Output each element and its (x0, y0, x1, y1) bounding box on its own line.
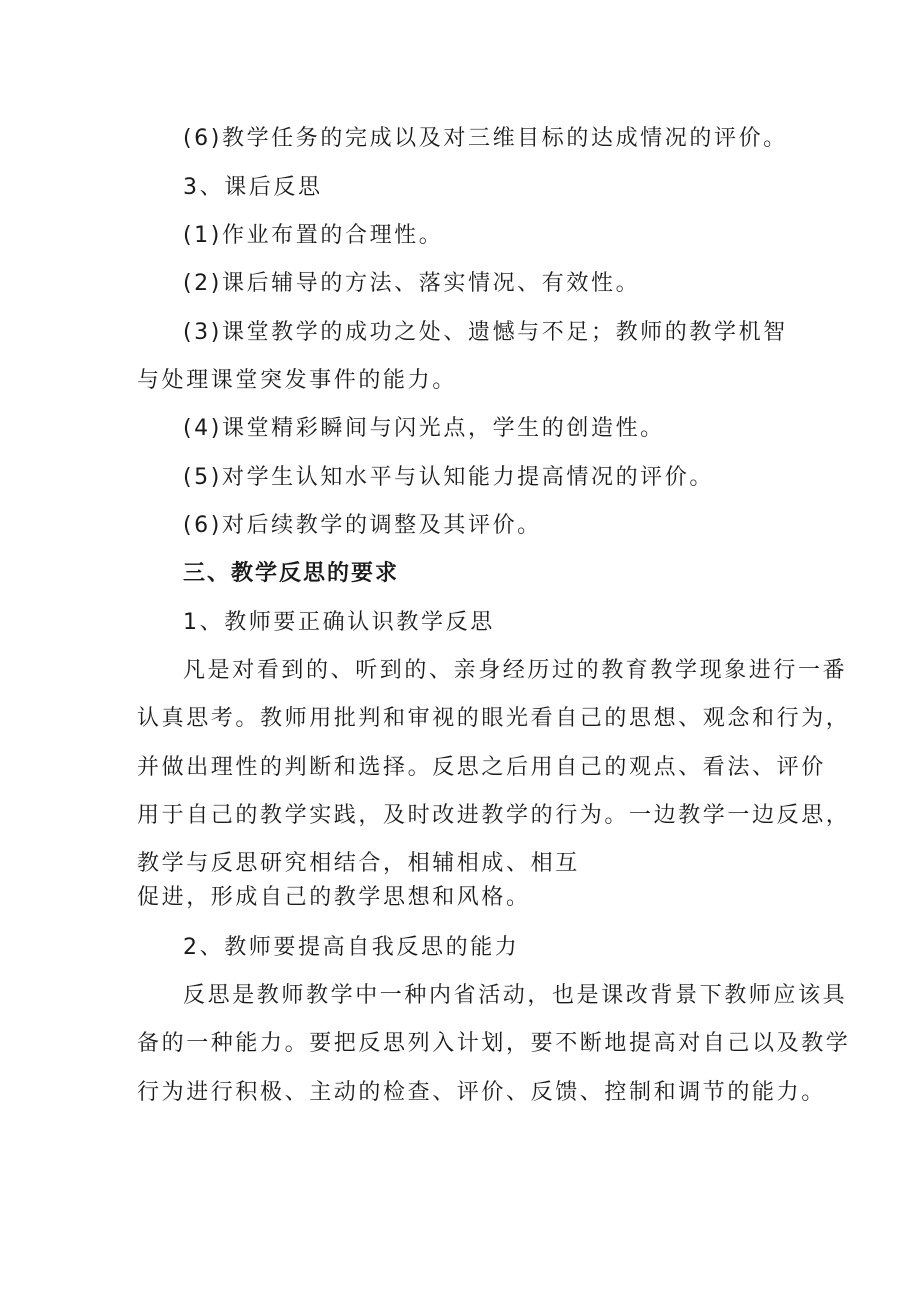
list-item-2: (2)课后辅导的方法、落实情况、有效性。 (183, 271, 641, 296)
paragraph-line: 反思是教师教学中一种内省活动，也是课改背景下教师应该具 (183, 983, 848, 1008)
list-item-1: (1)作业布置的合理性。 (183, 223, 444, 248)
subsection-title-after-class: 3、课后反思 (183, 175, 323, 200)
list-item-prev-6: (6)教学任务的完成以及对三维目标的达成情况的评价。 (183, 126, 788, 151)
paragraph-line: 用于自己的教学实践，及时改进教学的行为。一边教学一边反思， (137, 803, 851, 828)
paragraph-line: 行为进行积极、主动的检查、评价、反馈、控制和调节的能力。 (137, 1080, 826, 1105)
list-item-4: (4)课堂精彩瞬间与闪光点，学生的创造性。 (183, 416, 665, 441)
paragraph-line: 备的一种能力。要把反思列入计划，要不断地提高对自己以及教学 (137, 1031, 851, 1056)
list-item-3-line: 与处理课堂突发事件的能力。 (137, 368, 457, 393)
paragraph-line: 凡是对看到的、听到的、亲身经历过的教育教学现象进行一番 (183, 658, 848, 683)
list-item-6: (6)对后续教学的调整及其评价。 (183, 513, 542, 538)
list-item-3-line: (3)课堂教学的成功之处、遗憾与不足；教师的教学机智 (183, 320, 788, 345)
paragraph-line: 促进，形成自己的教学思想和风格。 (137, 885, 531, 910)
list-item-5: (5)对学生认知水平与认知能力提高情况的评价。 (183, 465, 714, 490)
section-heading: 三、教学反思的要求 (183, 561, 400, 586)
paragraph-line: 并做出理性的判断和选择。反思之后用自己的观点、看法、评价 (137, 755, 826, 780)
subsection-title-1: 1、教师要正确认识教学反思 (183, 610, 495, 635)
paragraph-line: 教学与反思研究相结合，相辅相成、相互 (137, 851, 580, 876)
paragraph-line: 认真思考。教师用批判和审视的眼光看自己的思想、观念和行为， (137, 706, 851, 731)
subsection-title-2: 2、教师要提高自我反思的能力 (183, 935, 520, 960)
